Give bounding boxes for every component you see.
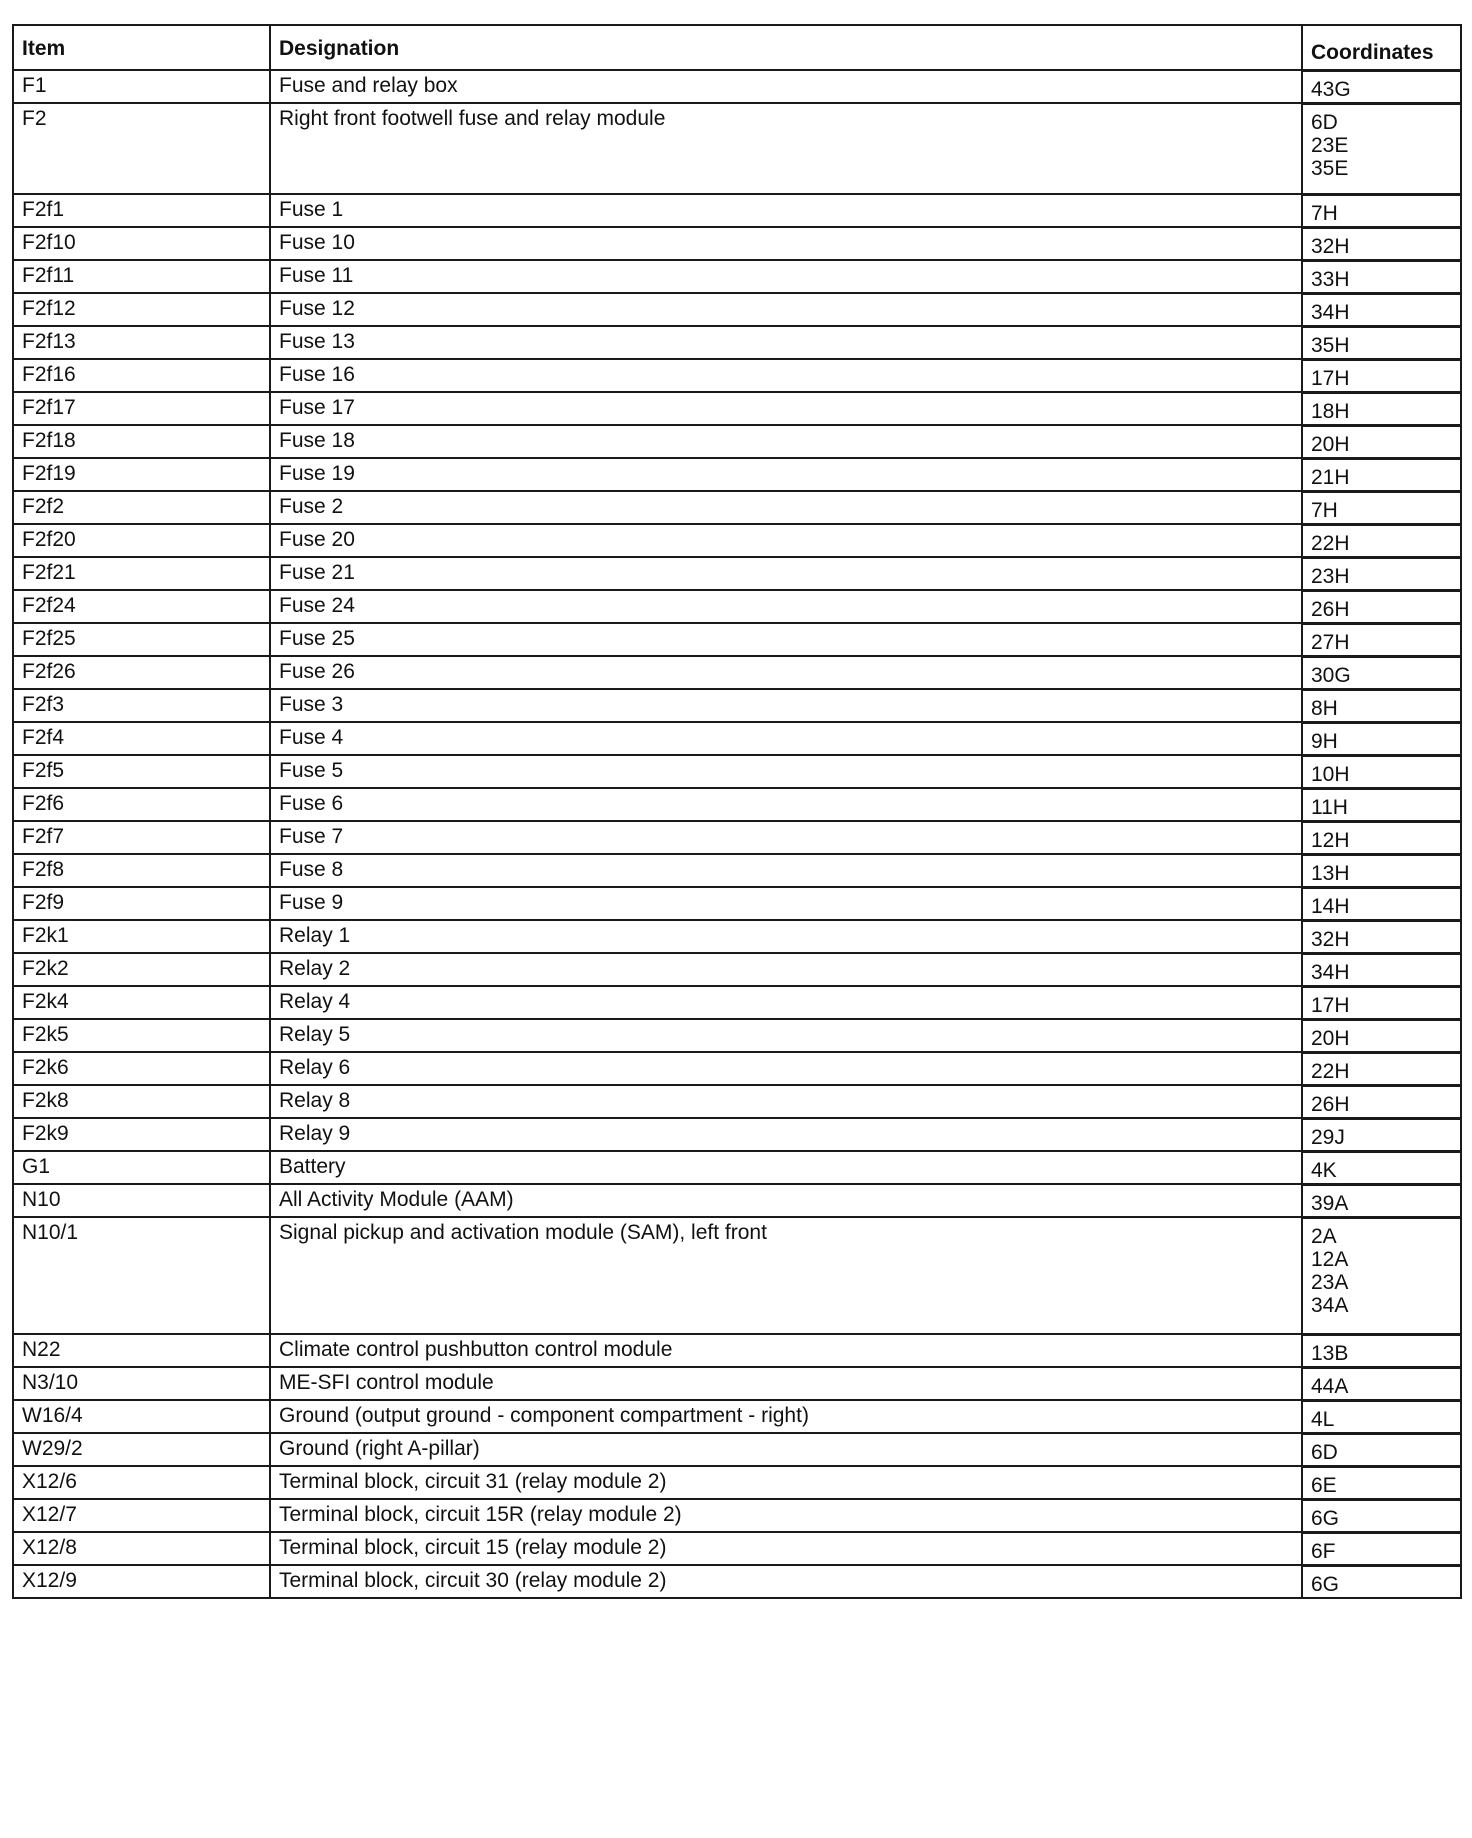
coordinate-value: 22H bbox=[1311, 531, 1350, 555]
cell-designation: Fuse 12 bbox=[270, 293, 1302, 326]
table-row bbox=[13, 491, 1461, 524]
table-row bbox=[13, 458, 1461, 491]
coordinate-value: 21H bbox=[1311, 465, 1350, 489]
header-coordinates: Coordinates bbox=[1302, 25, 1461, 70]
component-location-table-sheet bbox=[12, 24, 1460, 1599]
table-row bbox=[13, 1052, 1461, 1085]
coordinate-value: 17H bbox=[1311, 366, 1350, 390]
coordinate-value: 22H bbox=[1311, 1059, 1350, 1083]
cell-item: F2f19 bbox=[13, 458, 270, 491]
cell-item: F2f26 bbox=[13, 656, 270, 689]
cell-item: F2f20 bbox=[13, 524, 270, 557]
cell-coordinates bbox=[1302, 1565, 1461, 1598]
cell-designation: Fuse 17 bbox=[270, 392, 1302, 425]
cell-coordinates bbox=[1302, 590, 1461, 623]
cell-coordinates bbox=[1302, 1466, 1461, 1499]
cell-coordinates bbox=[1302, 1334, 1461, 1367]
cell-item: N10/1 bbox=[13, 1217, 270, 1334]
cell-item: F2k5 bbox=[13, 1019, 270, 1052]
cell-designation: Signal pickup and activation module (SAM), left front bbox=[270, 1217, 1302, 1334]
table-row bbox=[13, 1466, 1461, 1499]
coordinate-value: 26H bbox=[1311, 597, 1350, 621]
coordinate-value: 6F bbox=[1311, 1539, 1336, 1563]
cell-item: F2f24 bbox=[13, 590, 270, 623]
cell-designation: Fuse 18 bbox=[270, 425, 1302, 458]
cell-item: F2f10 bbox=[13, 227, 270, 260]
cell-coordinates bbox=[1302, 1217, 1461, 1334]
cell-coordinates bbox=[1302, 953, 1461, 986]
table-row bbox=[13, 1565, 1461, 1598]
coordinate-value: 35H bbox=[1311, 333, 1350, 357]
coordinate-value: 12A bbox=[1311, 1247, 1349, 1271]
cell-designation: Fuse 11 bbox=[270, 260, 1302, 293]
cell-coordinates bbox=[1302, 920, 1461, 953]
coordinate-value: 4K bbox=[1311, 1158, 1337, 1182]
cell-item: F2f25 bbox=[13, 623, 270, 656]
coordinate-value: 23E bbox=[1311, 133, 1349, 157]
table-row bbox=[13, 1118, 1461, 1151]
coordinate-value: 20H bbox=[1311, 1026, 1350, 1050]
cell-item: W29/2 bbox=[13, 1433, 270, 1466]
coordinate-value: 12H bbox=[1311, 828, 1350, 852]
coordinate-value: 13H bbox=[1311, 861, 1350, 885]
table-row bbox=[13, 1184, 1461, 1217]
cell-designation: Fuse 24 bbox=[270, 590, 1302, 623]
coordinate-value: 18H bbox=[1311, 399, 1350, 423]
coordinate-value: 34A bbox=[1311, 1293, 1349, 1317]
cell-item: F2k2 bbox=[13, 953, 270, 986]
coordinate-value: 27H bbox=[1311, 630, 1350, 654]
cell-designation: Fuse 21 bbox=[270, 557, 1302, 590]
cell-coordinates bbox=[1302, 359, 1461, 392]
cell-coordinates bbox=[1302, 986, 1461, 1019]
coordinate-value: 29J bbox=[1311, 1125, 1345, 1149]
cell-designation: All Activity Module (AAM) bbox=[270, 1184, 1302, 1217]
cell-designation: Fuse 7 bbox=[270, 821, 1302, 854]
table-row bbox=[13, 920, 1461, 953]
cell-item: F2k1 bbox=[13, 920, 270, 953]
coordinate-value: 34H bbox=[1311, 300, 1350, 324]
cell-coordinates bbox=[1302, 524, 1461, 557]
cell-coordinates bbox=[1302, 227, 1461, 260]
cell-item: N10 bbox=[13, 1184, 270, 1217]
table-body bbox=[13, 70, 1461, 1598]
cell-designation: Fuse 2 bbox=[270, 491, 1302, 524]
cell-item: G1 bbox=[13, 1151, 270, 1184]
table-row bbox=[13, 1532, 1461, 1565]
coordinate-value: 6G bbox=[1311, 1572, 1340, 1596]
coordinate-value: 6D bbox=[1311, 1440, 1338, 1464]
cell-coordinates bbox=[1302, 1367, 1461, 1400]
cell-item: N3/10 bbox=[13, 1367, 270, 1400]
cell-item: F2f1 bbox=[13, 194, 270, 227]
table-row bbox=[13, 755, 1461, 788]
cell-designation: Right front footwell fuse and relay module bbox=[270, 103, 1302, 194]
coordinate-value: 44A bbox=[1311, 1374, 1349, 1398]
cell-item: F2k8 bbox=[13, 1085, 270, 1118]
cell-coordinates bbox=[1302, 260, 1461, 293]
table-row bbox=[13, 194, 1461, 227]
table-row bbox=[13, 557, 1461, 590]
coordinate-value: 2A bbox=[1311, 1224, 1337, 1248]
coordinate-value: 8H bbox=[1311, 696, 1338, 720]
cell-coordinates bbox=[1302, 887, 1461, 920]
cell-item: X12/6 bbox=[13, 1466, 270, 1499]
cell-designation: Terminal block, circuit 30 (relay module 2) bbox=[270, 1565, 1302, 1598]
cell-designation: Fuse 1 bbox=[270, 194, 1302, 227]
cell-designation: Ground (right A-pillar) bbox=[270, 1433, 1302, 1466]
cell-item: F2f13 bbox=[13, 326, 270, 359]
table-row bbox=[13, 788, 1461, 821]
cell-item: F2f21 bbox=[13, 557, 270, 590]
cell-item: F2f8 bbox=[13, 854, 270, 887]
cell-item: X12/9 bbox=[13, 1565, 270, 1598]
cell-designation: Relay 8 bbox=[270, 1085, 1302, 1118]
table-row bbox=[13, 359, 1461, 392]
coordinate-value: 43G bbox=[1311, 77, 1351, 101]
table-row bbox=[13, 1433, 1461, 1466]
cell-designation: ME-SFI control module bbox=[270, 1367, 1302, 1400]
cell-coordinates bbox=[1302, 755, 1461, 788]
cell-coordinates bbox=[1302, 392, 1461, 425]
header-item: Item bbox=[13, 25, 270, 70]
cell-designation: Fuse 4 bbox=[270, 722, 1302, 755]
cell-designation: Relay 4 bbox=[270, 986, 1302, 1019]
table-row bbox=[13, 854, 1461, 887]
coordinate-value: 6G bbox=[1311, 1506, 1340, 1530]
cell-item: F2f3 bbox=[13, 689, 270, 722]
cell-item: F2f17 bbox=[13, 392, 270, 425]
table-row bbox=[13, 1085, 1461, 1118]
cell-coordinates bbox=[1302, 1052, 1461, 1085]
coordinate-value: 35E bbox=[1311, 156, 1349, 180]
cell-item: F2f4 bbox=[13, 722, 270, 755]
cell-designation: Fuse 5 bbox=[270, 755, 1302, 788]
cell-coordinates bbox=[1302, 854, 1461, 887]
table-row bbox=[13, 1334, 1461, 1367]
cell-designation: Terminal block, circuit 15 (relay module 2) bbox=[270, 1532, 1302, 1565]
cell-designation: Terminal block, circuit 15R (relay module 2) bbox=[270, 1499, 1302, 1532]
coordinate-value: 32H bbox=[1311, 927, 1350, 951]
coordinate-value: 14H bbox=[1311, 894, 1350, 918]
cell-item: F2f18 bbox=[13, 425, 270, 458]
coordinate-value: 4L bbox=[1311, 1407, 1335, 1431]
cell-designation: Ground (output ground - component compartment - right) bbox=[270, 1400, 1302, 1433]
cell-item: F2f11 bbox=[13, 260, 270, 293]
cell-coordinates bbox=[1302, 458, 1461, 491]
coordinate-value: 39A bbox=[1311, 1191, 1349, 1215]
table-row bbox=[13, 590, 1461, 623]
table-row bbox=[13, 70, 1461, 103]
coordinate-value: 7H bbox=[1311, 498, 1338, 522]
coordinate-value: 9H bbox=[1311, 729, 1338, 753]
cell-coordinates bbox=[1302, 194, 1461, 227]
cell-designation: Fuse 10 bbox=[270, 227, 1302, 260]
cell-designation: Fuse 13 bbox=[270, 326, 1302, 359]
cell-designation: Relay 5 bbox=[270, 1019, 1302, 1052]
cell-designation: Battery bbox=[270, 1151, 1302, 1184]
cell-item: F2f7 bbox=[13, 821, 270, 854]
cell-item: F2k9 bbox=[13, 1118, 270, 1151]
table-row bbox=[13, 524, 1461, 557]
cell-coordinates bbox=[1302, 623, 1461, 656]
cell-designation: Climate control pushbutton control module bbox=[270, 1334, 1302, 1367]
table-row bbox=[13, 821, 1461, 854]
coordinate-value: 17H bbox=[1311, 993, 1350, 1017]
cell-designation: Relay 1 bbox=[270, 920, 1302, 953]
cell-coordinates bbox=[1302, 788, 1461, 821]
cell-designation: Relay 2 bbox=[270, 953, 1302, 986]
cell-designation: Fuse 9 bbox=[270, 887, 1302, 920]
cell-item: X12/8 bbox=[13, 1532, 270, 1565]
table-row bbox=[13, 260, 1461, 293]
table-row bbox=[13, 722, 1461, 755]
table-row bbox=[13, 1499, 1461, 1532]
cell-item: F2 bbox=[13, 103, 270, 194]
table-row bbox=[13, 425, 1461, 458]
cell-coordinates bbox=[1302, 491, 1461, 524]
cell-coordinates bbox=[1302, 689, 1461, 722]
cell-designation: Fuse and relay box bbox=[270, 70, 1302, 103]
cell-item: F2f16 bbox=[13, 359, 270, 392]
cell-item: W16/4 bbox=[13, 1400, 270, 1433]
cell-item: F2k4 bbox=[13, 986, 270, 1019]
coordinate-value: 23A bbox=[1311, 1270, 1349, 1294]
coordinate-value: 13B bbox=[1311, 1341, 1349, 1365]
table-row bbox=[13, 1217, 1461, 1334]
coordinate-value: 6D bbox=[1311, 110, 1338, 134]
coordinate-value: 11H bbox=[1311, 795, 1348, 819]
cell-coordinates bbox=[1302, 103, 1461, 194]
cell-item: F1 bbox=[13, 70, 270, 103]
cell-coordinates bbox=[1302, 1400, 1461, 1433]
coordinate-value: 30G bbox=[1311, 663, 1351, 687]
cell-designation: Fuse 16 bbox=[270, 359, 1302, 392]
cell-item: N22 bbox=[13, 1334, 270, 1367]
table-row bbox=[13, 1151, 1461, 1184]
coordinate-value: 10H bbox=[1311, 762, 1350, 786]
table-row bbox=[13, 656, 1461, 689]
cell-designation: Terminal block, circuit 31 (relay module 2) bbox=[270, 1466, 1302, 1499]
table-row bbox=[13, 293, 1461, 326]
cell-coordinates bbox=[1302, 1118, 1461, 1151]
table-row bbox=[13, 953, 1461, 986]
table-row bbox=[13, 326, 1461, 359]
cell-designation: Fuse 8 bbox=[270, 854, 1302, 887]
cell-coordinates bbox=[1302, 821, 1461, 854]
cell-designation: Fuse 19 bbox=[270, 458, 1302, 491]
cell-coordinates bbox=[1302, 1499, 1461, 1532]
cell-coordinates bbox=[1302, 425, 1461, 458]
cell-coordinates bbox=[1302, 70, 1461, 103]
cell-coordinates bbox=[1302, 557, 1461, 590]
cell-coordinates bbox=[1302, 1085, 1461, 1118]
cell-designation: Fuse 6 bbox=[270, 788, 1302, 821]
table-header-row bbox=[13, 25, 1461, 70]
cell-coordinates bbox=[1302, 293, 1461, 326]
component-location-table bbox=[12, 24, 1462, 1599]
table-row bbox=[13, 1019, 1461, 1052]
cell-designation: Fuse 25 bbox=[270, 623, 1302, 656]
cell-designation: Fuse 20 bbox=[270, 524, 1302, 557]
cell-item: F2f9 bbox=[13, 887, 270, 920]
coordinate-value: 33H bbox=[1311, 267, 1350, 291]
table-row bbox=[13, 689, 1461, 722]
table-row bbox=[13, 103, 1461, 194]
cell-coordinates bbox=[1302, 1019, 1461, 1052]
table-row bbox=[13, 392, 1461, 425]
table-row bbox=[13, 227, 1461, 260]
coordinate-value: 6E bbox=[1311, 1473, 1337, 1497]
cell-item: F2k6 bbox=[13, 1052, 270, 1085]
coordinate-value: 23H bbox=[1311, 564, 1350, 588]
cell-item: F2f6 bbox=[13, 788, 270, 821]
coordinate-value: 34H bbox=[1311, 960, 1350, 984]
header-designation: Designation bbox=[270, 25, 1302, 70]
cell-coordinates bbox=[1302, 722, 1461, 755]
coordinate-value: 7H bbox=[1311, 201, 1338, 225]
cell-designation: Relay 6 bbox=[270, 1052, 1302, 1085]
table-row bbox=[13, 623, 1461, 656]
cell-item: X12/7 bbox=[13, 1499, 270, 1532]
cell-coordinates bbox=[1302, 326, 1461, 359]
cell-coordinates bbox=[1302, 1184, 1461, 1217]
coordinate-value: 26H bbox=[1311, 1092, 1350, 1116]
table-row bbox=[13, 1367, 1461, 1400]
coordinate-value: 20H bbox=[1311, 432, 1350, 456]
cell-designation: Fuse 3 bbox=[270, 689, 1302, 722]
cell-item: F2f2 bbox=[13, 491, 270, 524]
table-row bbox=[13, 1400, 1461, 1433]
cell-item: F2f12 bbox=[13, 293, 270, 326]
cell-item: F2f5 bbox=[13, 755, 270, 788]
coordinate-value: 32H bbox=[1311, 234, 1350, 258]
cell-coordinates bbox=[1302, 1151, 1461, 1184]
table-row bbox=[13, 887, 1461, 920]
cell-designation: Fuse 26 bbox=[270, 656, 1302, 689]
cell-coordinates bbox=[1302, 1532, 1461, 1565]
cell-coordinates bbox=[1302, 1433, 1461, 1466]
cell-coordinates bbox=[1302, 656, 1461, 689]
table-row bbox=[13, 986, 1461, 1019]
cell-designation: Relay 9 bbox=[270, 1118, 1302, 1151]
